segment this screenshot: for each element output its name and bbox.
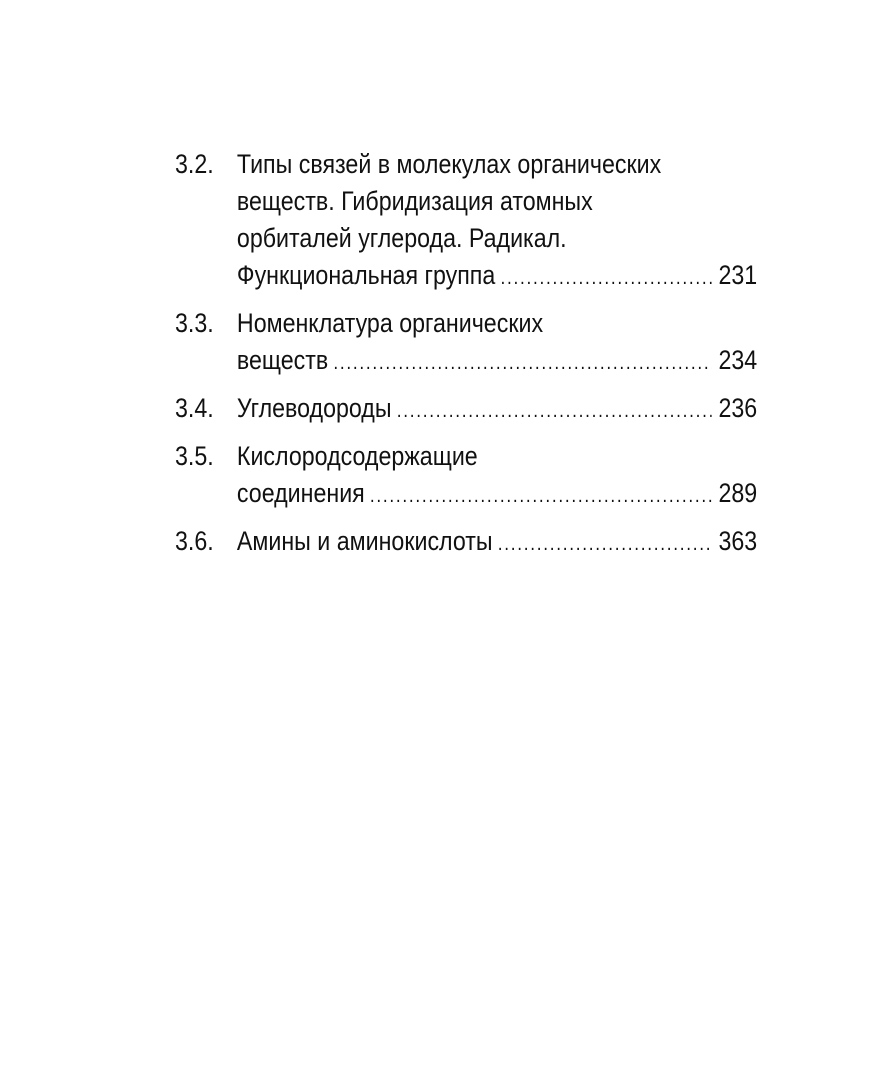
section-title-text: Функциональная группа xyxy=(236,260,496,290)
dot-leader xyxy=(500,260,711,297)
toc-entry-3-3[interactable] xyxy=(175,305,757,382)
section-title-line: орбиталей углерода. Радикал. xyxy=(236,223,567,253)
section-number: 3.3. xyxy=(175,308,214,338)
section-number: 3.6. xyxy=(175,526,214,556)
page-number: 234 xyxy=(718,345,758,375)
page-number: 236 xyxy=(718,393,758,423)
page-number: 289 xyxy=(718,478,758,508)
section-title-line: веществ. Гибридизация атомных xyxy=(236,186,593,216)
table-of-contents xyxy=(175,146,757,571)
section-title-last-line xyxy=(175,342,757,382)
section-title-text: веществ xyxy=(236,345,329,375)
section-number: 3.4. xyxy=(175,393,214,423)
dot-leader xyxy=(397,393,712,430)
section-title-last-line xyxy=(175,257,757,297)
dot-leader xyxy=(333,345,711,382)
section-title-text: Углеводороды xyxy=(236,393,392,423)
dot-leader xyxy=(370,478,712,515)
section-title-line: Номенклатура органических xyxy=(236,308,544,338)
section-title-last-line xyxy=(175,523,757,563)
toc-entry-3-5[interactable] xyxy=(175,438,757,515)
page-number: 231 xyxy=(718,260,758,290)
dot-leader xyxy=(498,526,712,563)
toc-entry-3-6[interactable] xyxy=(175,523,757,563)
section-title-text: соединения xyxy=(236,478,365,508)
section-number: 3.2. xyxy=(175,149,214,179)
section-number: 3.5. xyxy=(175,441,214,471)
section-title-text: Амины и аминокислоты xyxy=(236,526,493,556)
section-title-last-line xyxy=(175,390,757,430)
section-title-line: Типы связей в молекулах органических xyxy=(236,149,662,179)
toc-entry-3-4[interactable] xyxy=(175,390,757,430)
section-title-last-line xyxy=(175,475,757,515)
section-title-line: Кислородсодержащие xyxy=(236,441,478,471)
page-number: 363 xyxy=(718,526,758,556)
toc-entry-3-2[interactable] xyxy=(175,146,757,297)
